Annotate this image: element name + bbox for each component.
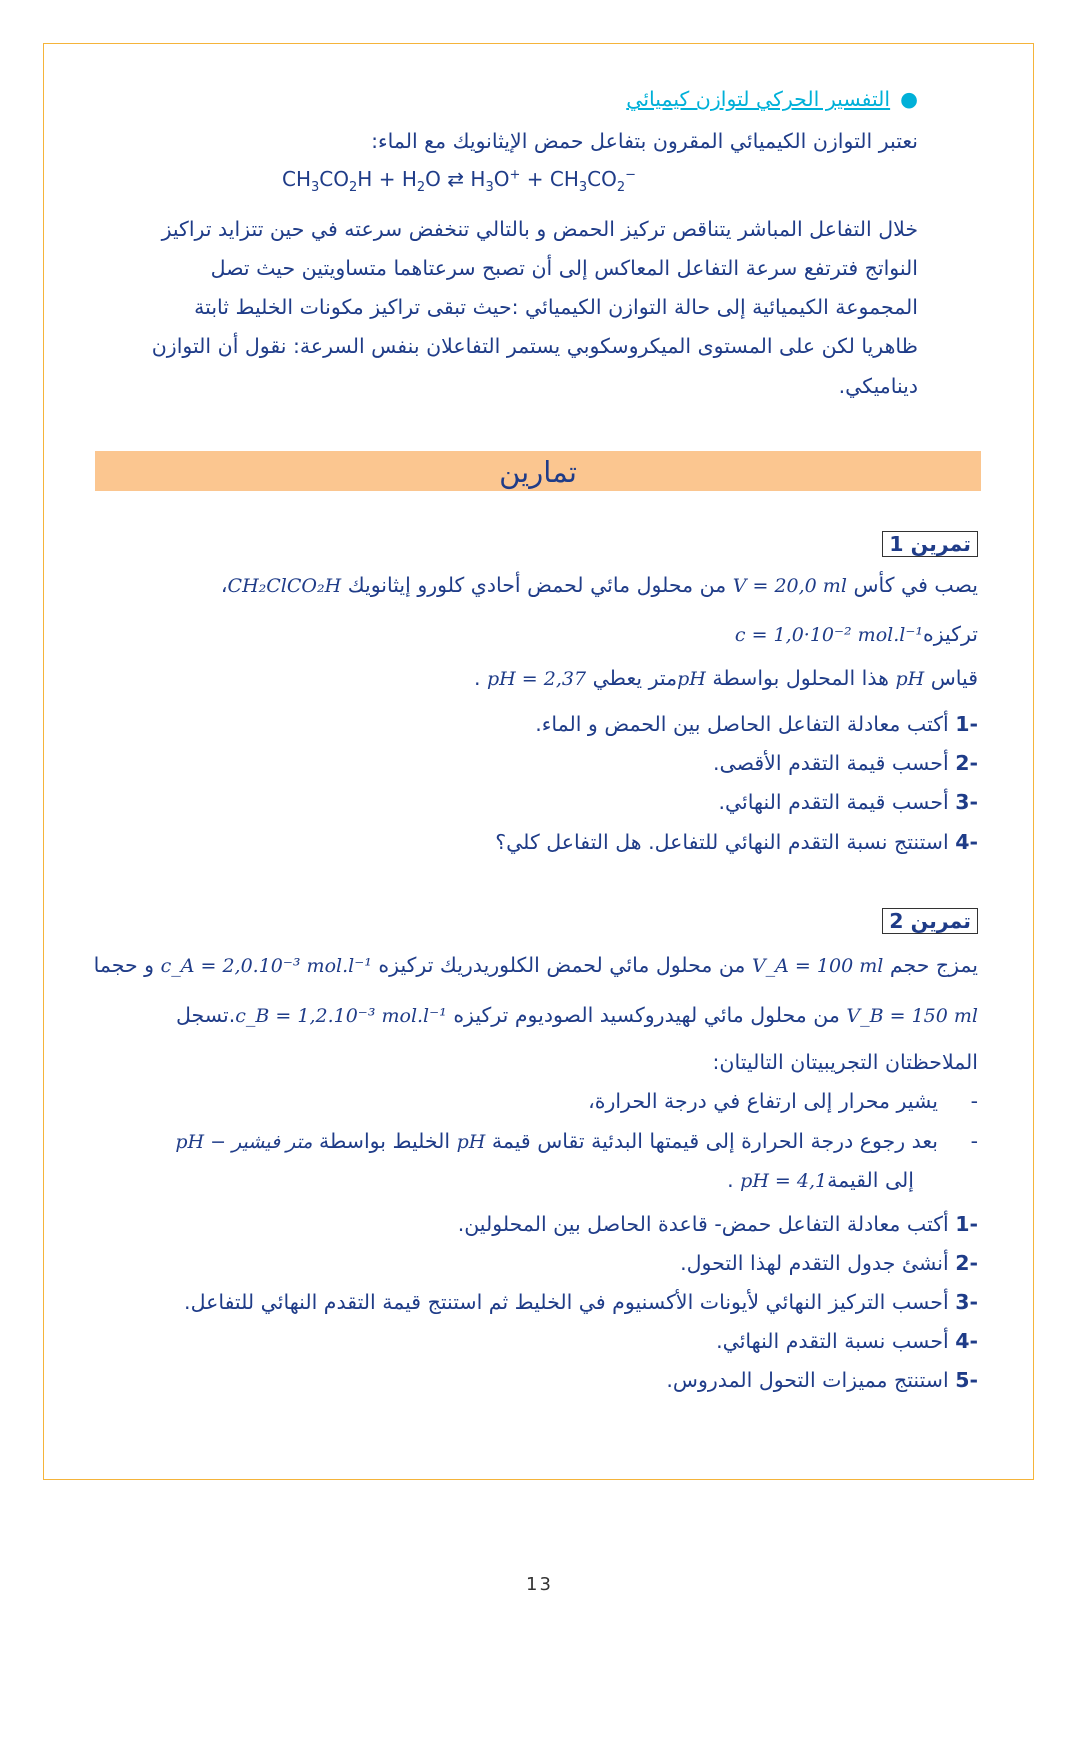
concentration-a-value: c_A = 2,0.10⁻³ mol.l⁻¹ <box>160 955 372 977</box>
section-title-link[interactable]: التفسير الحركي لتوازن كيميائي <box>626 87 891 111</box>
question-item: -4 أحسب نسبة التقدم النهائي. <box>716 1329 978 1353</box>
observation-continuation: إلى القيمةpH = 4,1 . <box>727 1165 914 1196</box>
exercise2-line1: يمزج حجم V_A = 100 ml من محلول مائي لحمض الكلوريدريك تركيزه c_A = 2,0.10⁻³ mol.l⁻¹ و حجما <box>94 950 978 981</box>
equilibrium-arrow-icon: ⇄ <box>447 167 465 191</box>
product-oxonium: $H_3O^+$ <box>470 167 521 195</box>
question-item: -3 أحسب قيمة التقدم النهائي. <box>718 790 978 814</box>
acid-formula: CH₂ClCO₂H <box>227 575 342 597</box>
concentration-b-value: c_B = 1,2.10⁻³ mol.l⁻¹ <box>235 1005 447 1027</box>
exercise2-title-box: تمرين 2 <box>882 908 978 934</box>
exercise2-line3: الملاحظتان التجريبيتان التاليتان: <box>712 1050 978 1074</box>
exercise1-line2: تركيزهc = 1,0·10⁻² mol.l⁻¹ <box>735 619 978 650</box>
observation-item: - يشير محرار إلى ارتفاع في درجة الحرارة، <box>588 1089 978 1113</box>
volume-a-value: V_A = 100 ml <box>751 955 884 977</box>
exercise2-line2: V_B = 150 ml من محلول مائي لهيدروكسيد الصوديوم تركيزه c_B = 1,2.10⁻³ mol.l⁻¹.تسجل <box>176 1000 978 1031</box>
chemical-equation: $CH_3CO_2H + H_2O$ ⇄ $H_3O^+ + CH_3CO_2^-$ <box>282 167 637 195</box>
paragraph-line: المجموعة الكيميائية إلى حالة التوازن الكيميائي :حيث تبقى تراكيز مكونات الخليط ثابتة <box>194 295 918 319</box>
observation-item: - بعد رجوع درجة الحرارة إلى قيمتها البدئية تقاس قيمة pH الخليط بواسطة pH − متر فيشير <box>175 1129 978 1153</box>
reactant-acetic-acid: $CH_3CO_2H$ <box>282 167 373 195</box>
paragraph-line: النواتج فترتفع سرعة التفاعل المعاكس إلى أن تصبح سرعتاهما متساويتين حيث تصل <box>210 256 918 280</box>
question-item: -5 استنتج مميزات التحول المدروس. <box>666 1368 978 1392</box>
exercise1-title-box: تمرين 1 <box>882 531 978 557</box>
question-item: -1 أكتب معادلة التفاعل حمض- قاعدة الحاصل بين المحلولين. <box>457 1212 978 1236</box>
question-item: -2 أحسب قيمة التقدم الأقصى. <box>713 751 978 775</box>
exercise1-line1: يصب في كأس V = 20,0 ml من محلول مائي لحمض أحادي كلورو إيثانويك CH₂ClCO₂H، <box>221 570 978 601</box>
section-heading <box>626 84 918 114</box>
exercise2-title <box>882 906 978 936</box>
exercise1-title <box>882 529 978 559</box>
ph-value: pH = 2,37 <box>487 668 587 690</box>
exercises-banner: تمارين <box>95 451 981 491</box>
question-item: -1 أكتب معادلة التفاعل الحاصل بين الحمض و الماء. <box>535 712 978 736</box>
paragraph-line: ظاهريا لكن على المستوى الميكروسكوبي يستمر التفاعلان بنفس السرعة: نقول أن التوازن <box>151 334 918 358</box>
paragraph-line: خلال التفاعل المباشر يتناقص تركيز الحمض و بالتالي تنخفض سرعته في حين تتزايد تراكيز <box>161 217 918 241</box>
reactant-water: $H_2O$ <box>401 167 441 195</box>
product-acetate: $CH_3CO_2^-$ <box>549 167 637 195</box>
bullet-icon: ● <box>900 87 918 111</box>
question-item: -4 استنتج نسبة التقدم النهائي للتفاعل. هل التفاعل كلي؟ <box>495 830 978 854</box>
volume-value: V = 20,0 ml <box>732 575 847 597</box>
question-item: -2 أنشئ جدول التقدم لهذا التحول. <box>680 1251 978 1275</box>
ph-value: pH = 4,1 <box>740 1170 828 1192</box>
exercise1-line3: قياس pH هذا المحلول بواسطة pHمتر يعطي pH = 2,37 . <box>474 663 978 694</box>
page-number: 13 <box>526 1574 553 1595</box>
paragraph-line: ديناميكي. <box>838 374 918 398</box>
question-item: -3 أحسب التركيز النهائي لأيونات الأكسنيوم في الخليط ثم استنتج قيمة التقدم النهائي للتفاعل. <box>184 1290 978 1314</box>
concentration-value: c = 1,0·10⁻² mol.l⁻¹ <box>734 624 923 646</box>
volume-b-value: V_B = 150 ml <box>846 1005 978 1027</box>
intro-line: نعتبر التوازن الكيميائي المقرون بتفاعل حمض الإيثانويك مع الماء: <box>371 129 918 153</box>
